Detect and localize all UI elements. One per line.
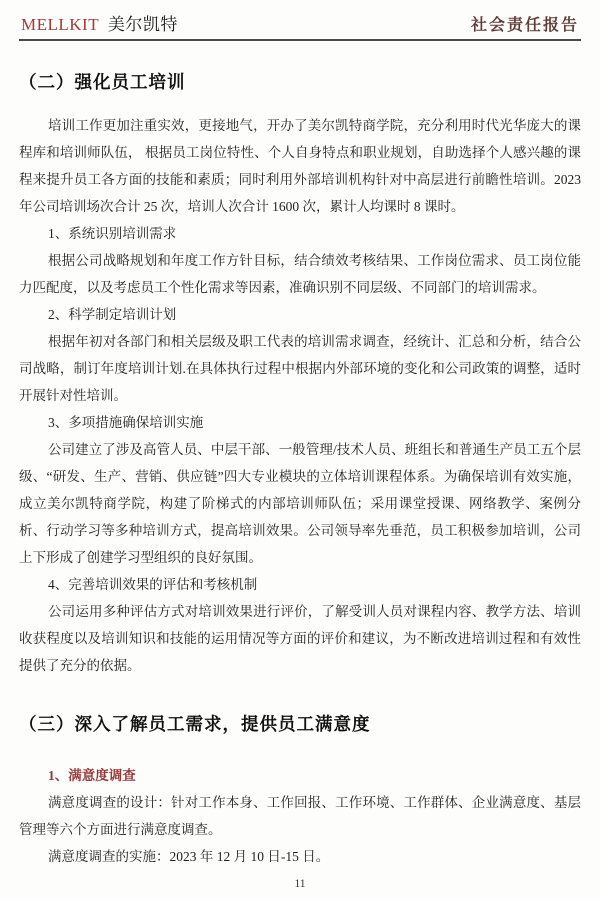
document-body [19,69,581,870]
logo-latin-text: MELLKIT [21,15,100,34]
sub-item-3: 3、多项措施确保培训实施 [48,415,204,430]
logo-cjk-text: 美尔凯特 [107,15,178,34]
paragraph: 公司建立了涉及高管人员、中层干部、一般管理/技术人员、班组长和普通生产员工五个层级、“研发、生产、营销、供应链”四大专业模块的立体培训课程体系。为确保培训有效实施，成立美尔凯特商学院，构建了阶梯式的内部培训师队伍；采用课堂授课、网络教学、案例分析、行动学习等多种培训方式，提高培训效果。公司领导率先垂范，员工积极参加培训，公司上下形成了创建学习型组织的良好氛围。 [19,442,581,565]
section-heading-2: （二）强化员工培训 [19,72,186,92]
paragraph: 根据年初对各部门和相关层级及职工代表的培训需求调查，经统计、汇总和分析，结合公司战略，制订年度培训计划.在具体执行过程中根据内外部环境的变化和公司政策的调整，适时开展针对性培训。 [19,334,581,403]
header-report-title: 社会责任报告 [470,17,579,34]
red-subheading-satisfaction-survey: 1、满意度调查 [48,768,136,783]
sub-item-4: 4、完善培训效果的评估和考核机制 [48,577,258,592]
paragraph: 满意度调查的设计：针对工作本身、工作回报、工作环境、工作群体、企业满意度、基层管理等六个方面进行满意度调查。 [19,795,581,837]
sub-item-2: 2、科学制定培训计划 [48,307,177,322]
paragraph: 满意度调查的实施：2023 年 12 月 10 日-15 日。 [48,849,330,864]
sub-item-1: 1、系统识别培训需求 [48,226,177,241]
page-header [19,8,581,41]
company-logo [21,10,178,35]
page-number: 11 [294,878,306,890]
paragraph: 公司运用多种评估方式对培训效果进行评价，了解受训人员对课程内容、教学方法、培训收获程度以及培训知识和技能的运用情况等方面的评价和建议，为不断改进培训过程和有效性提供了充分的依据。 [19,604,581,673]
paragraph: 根据公司战略规划和年度工作方针目标，结合绩效考核结果、工作岗位需求、员工岗位能力匹配度，以及考虑员工个性化需求等因素，准确识别不同层级、不同部门的培训需求。 [19,253,581,295]
section-heading-3: （三）深入了解员工需求，提供员工满意度 [19,714,371,734]
paragraph: 培训工作更加注重实效，更接地气，开办了美尔凯特商学院，充分利用时代光华庞大的课程库和培训师队伍， 根据员工岗位特性、个人自身特点和职业规划，自助选择个人感兴趣的课程来提升员工各方面的技能和素质；同时利用外部培训机构针对中高层进行前瞻性培训。2023 年公司培训场次合计 25 次，培训人次合计 1600 次，累计人均课时 8 课时。 [19,118,581,214]
